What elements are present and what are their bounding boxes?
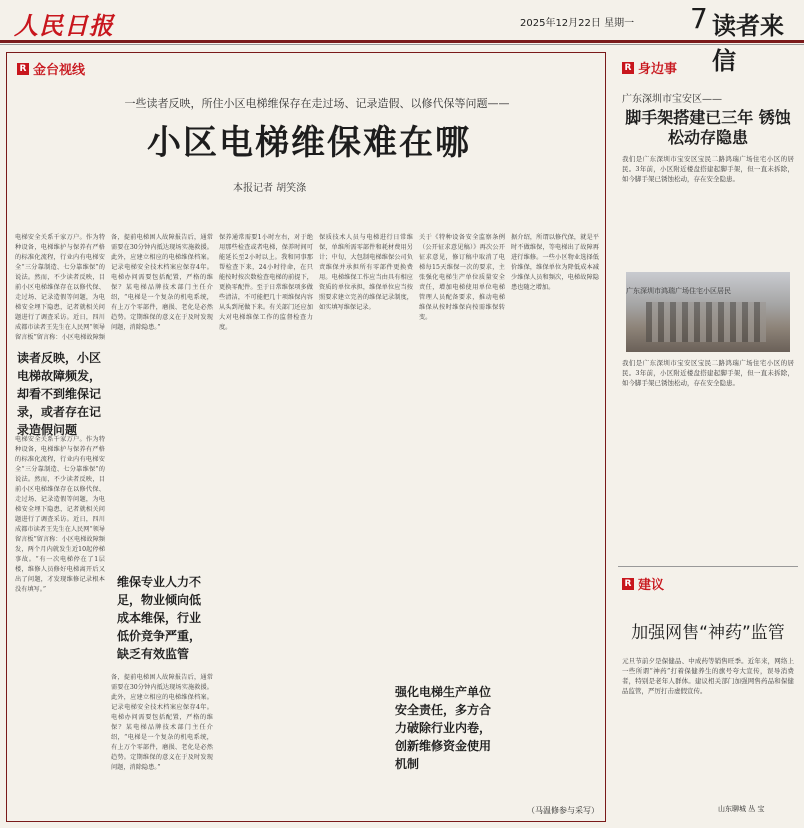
section-icon: R	[17, 63, 29, 75]
article-column-2b: 备，提前电梯困人故障报告后，通常需要在30分钟内抵达现场实施救援。此外，应建立相应的电梯维保档案。记录电梯安全技术档案应保存4年。电梯办问需要包括配置，严格的维保？某电梯品牌技术部门主任介绍，“电梯是一个复杂的机电系统，有上万个零部件，磨损、老化是必然趋势。定期维保的意义在于及时发现问题，消除隐患。”	[111, 674, 213, 771]
pullquote-solution: 强化电梯生产单位安全责任，多方合力破除行业内卷，创新维修资金使用机制	[395, 685, 492, 771]
article-column-1b: 电梯安全关系千家万户。作为特种设备，电梯维护与保养有严格的标准化流程，行业内有电梯安全“三分靠制造、七分靠维保”的说法。然而，不少读者反映，目前小区电梯维保存在以修代保、走过场、记录造假等问题，为电梯安全埋下隐患，记者就相关问题进行了调查采访。近日，四川成都市读者王先生在人民网“领导留言板”留言称：小区电梯故障频发，两个月内就发生近10起停梯事故。“有一次电梯停在了1层楼，维修人员修好电梯离开后又出了问题，才发现维修记录根本没有填写。”	[15, 436, 105, 593]
article-column-1: 电梯安全关系千家万户。作为特种设备，电梯维护与保养有严格的标准化流程，行业内有电梯安全“三分靠制造、七分靠维保”的说法。然而，不少读者反映，目前小区电梯维保存在以修代保、走过场、记录造假等问题，为电梯安全埋下隐患，记者就相关问题进行了调查采访。近日，四川成都市读者王先生在人民网“领导留言板”留言称：小区电梯故障频	[15, 234, 105, 341]
summary-callout: 读者反映，小区电梯故障频发，却看不到维保记录，或者存在记录造假问题	[17, 351, 102, 437]
sidebar-section-label-2: 建议	[638, 578, 665, 593]
article-column-2: 备，提前电梯困人故障报告后，通常需要在30分钟内抵达现场实施救援。此外，应建立相应的电梯维保档案。记录电梯安全技术档案应保存4年。电梯办问需要包括配置，严格的维保？某电梯品牌技术部门主任介绍，“电梯是一个复杂的机电系统，有上万个零部件，磨损、老化是必然趋势。定期维保的意义在于及时发现问题，消除隐患。”	[111, 234, 213, 331]
footer-note: （马温修参与采写）	[527, 806, 599, 815]
photo-caption: 广东深圳市鸿瑞广场住宅小区居民	[626, 287, 731, 295]
sidebar-headline-1: 脚手架搭建已三年 锈蚀松动存隐患	[625, 108, 791, 147]
article-column-5: 关于《特种设备安全监察条例（公开征求意见稿）》再次公开征求意见，修订稿中取消了电梯每15天维保一次的要求，主张强化电梯生产单位质量安全责任，增加电梯使用单位电梯管理人员配备要求，推动电梯维保从按时维保向按需维保转变。	[419, 234, 505, 321]
sidebar-section-label-1: 身边事	[638, 62, 678, 77]
sidebar	[618, 52, 798, 822]
section-icon: R	[622, 62, 634, 74]
article-byline: 本报记者 胡笑涤	[233, 183, 307, 194]
page-number: 7	[690, 2, 708, 35]
masthead-divider	[0, 44, 804, 45]
sidebar-headline-2: 加强网售“神药”监管	[631, 623, 785, 643]
section-label: 金台视线	[33, 63, 86, 78]
sidebar-body-1: 我们是广东深圳市宝安区宝民二路鸿瑞广场住宅小区的居民。3年前，小区附近楼盘搭建起脚手架，但一直未拆除，如今脚手架已锈蚀松动，存在安全隐患。	[622, 155, 794, 183]
sidebar-kicker: 广东深圳市宝安区——	[622, 94, 722, 105]
newspaper-logo: 人民日报	[14, 11, 114, 40]
sidebar-signature-2: 山东聊城 丛 宝	[718, 805, 765, 813]
pullquote-problem: 维保专业人力不足，物业倾向低成本维保，行业低价竞争严重，缺乏有效监管	[117, 575, 202, 661]
sidebar-section-tag-2	[622, 574, 664, 593]
sidebar-divider	[618, 566, 798, 567]
article-subtitle: 一些读者反映，所住小区电梯维保存在走过场、记录造假、以修代保等问题——	[124, 97, 510, 110]
section-icon: R	[622, 578, 634, 590]
article-column-4: 保质技术人员与电梯进行日常维保，单维所需零部件和耗材费用另计；中旬，大包制电梯维保公司负责维保并承担所有零部件更换费用。电梯维保工作应当由具有相应资质的单位承担，维保单位应当按照要求建立完善的维保记录制度，如实填写维保记录。	[319, 234, 413, 311]
article-column-3: 保养通常需要1小时左右，对于绝用那些检查或者电梯，保养时间可能延长至2小时以上。我和同事那帮检查下来，24小时待命，在只能按时按次数检查电梯的前提下，更换零配件。至于日常维保项多做些清洁，不可能把几十项维保内容从头到尾做下来。有关部门还应加大对电梯维保工作的监督检查力度。	[219, 234, 313, 331]
article-headline: 小区电梯维保难在哪	[147, 123, 471, 163]
main-article	[6, 52, 606, 822]
sidebar-body-2: 元旦节前夕是保健品、中成药等销售旺季。近年来，网络上一些所谓“神药”打着保健养生的旗号夸大宣传，误导消费者，特别是老年人群体。建议相关部门加强网售药品和保健品监管，严厉打击虚假宣传。	[622, 657, 794, 695]
issue-date: 2025年12月22日 星期一	[520, 18, 635, 29]
page-name: 读者来信	[712, 12, 784, 75]
article-column-6: 据介绍，所谓以修代保，就是平时不做维保，等电梯出了故障再进行维修。一些小区物业选择低价维保，维保单位为降低成本减少维保人员和频次，电梯故障隐患也随之增加。	[511, 234, 599, 291]
sidebar-body-1b: 我们是广东深圳市宝安区宝民二路鸿瑞广场住宅小区的居民。3年前，小区附近楼盘搭建起脚手架，但一直未拆除，如今脚手架已锈蚀松动，存在安全隐患。	[622, 359, 794, 387]
scaffolding-photo	[626, 272, 790, 352]
section-tag	[17, 59, 85, 78]
sidebar-section-tag-1	[622, 58, 677, 77]
